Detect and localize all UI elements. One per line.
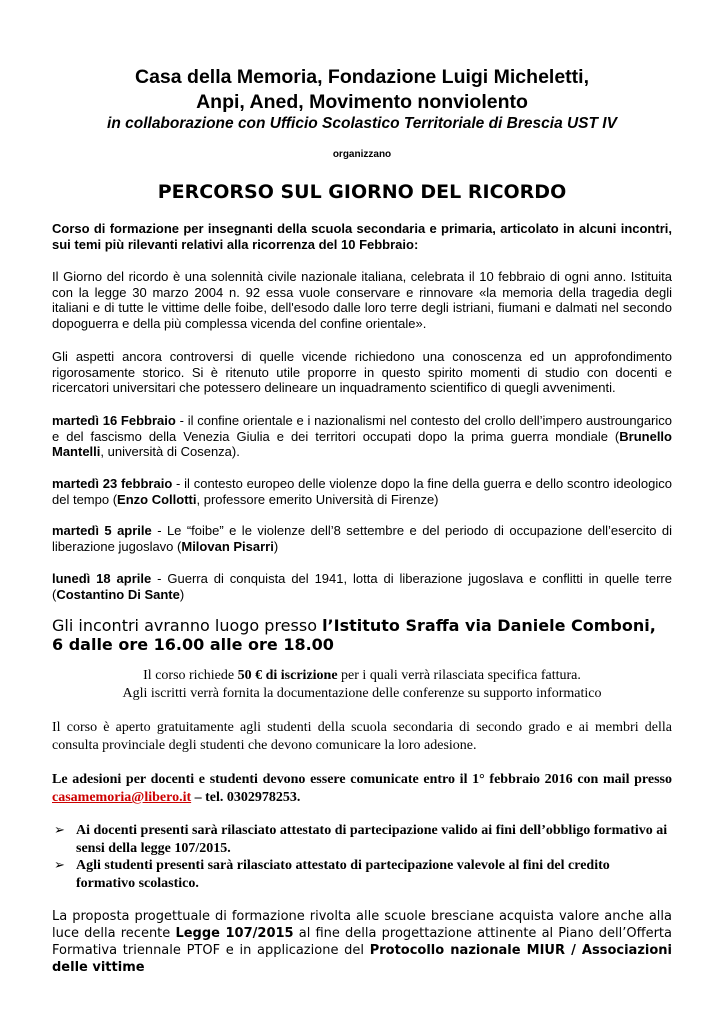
event-date: martedì 23 febbraio	[52, 476, 173, 491]
bottom-law: Legge 107/2015	[175, 926, 294, 941]
email-link[interactable]: casamemoria@libero.it	[52, 790, 192, 805]
bottom-paragraph	[52, 908, 672, 976]
bullet-item	[54, 822, 672, 858]
fee-line	[0, 667, 724, 685]
paragraph-aspetti: Gli aspetti ancora controversi di quelle vicende richiedono una conoscenza ed un approfondimento rigorosamente storico. Si è ritenuto utile proporre in questo spirito momenti di studio con docenti e ricercatori universitari che potessero delineare un inquadramento scientifico di quegli avvenimenti.	[52, 349, 672, 396]
bottom-a: La proposta progettuale di formazione rivolta alle scuole bresciane acquista valore anche alla luce della recente	[52, 909, 672, 941]
event-after: , professore emerito Università di Firenze)	[196, 491, 439, 507]
deadline-text	[52, 771, 672, 807]
event-speaker: Enzo Collotti	[117, 491, 197, 507]
fee-pre: Il corso richiede	[143, 668, 238, 683]
event-item	[52, 523, 672, 554]
event-speaker: Costantino Di Sante	[56, 586, 180, 602]
bottom-protocol: Protocollo nazionale MIUR / Associazioni delle vittime	[52, 943, 672, 975]
intro-text: Corso di formazione per insegnanti della scuola secondaria e primaria, articolato in alcuni incontri, sui temi più rilevanti relativi alla ricorrenza del 10 Febbraio:	[52, 221, 672, 252]
venue-place: l’Istituto Sraffa via Daniele Comboni, 6 dalle ore 16.00 alle ore 18.00	[52, 616, 656, 654]
event-date: martedì 5 aprile	[52, 523, 152, 538]
bullet-text: Ai docenti presenti sarà rilasciato attestato di partecipazione valido ai fini dell’obbligo formativo ai sensi della legge 107/2015.	[76, 823, 668, 856]
paragraph-giorno-ricordo: Il Giorno del ricordo è una solennità civile nazionale italiana, celebrata il 10 febbraio di ogni anno. Istituita con la legge 30 marzo 2004 n. 92 essa vuole conservare e rinnovare «la memoria della tragedia degli italiani e di tutte le vittime delle foibe, dell'esodo dalle loro terre degli istriani, fiumani e dalmati nel secondo dopoguerra e della più complessa vicenda del confine orientale».	[52, 269, 672, 331]
fee-amount: 50 € di iscrizione	[237, 668, 338, 683]
bottom-c: al fine della progettazione attinente al Piano dell’Offerta Formativa triennale PTOF e in applicazione del	[52, 926, 672, 958]
event-text: - Le “foibe” e le violenze dell’8 settembre e del periodo di occupazione dell’esercito di liberazione jugoslavo (	[52, 523, 672, 554]
bullet-item	[54, 857, 672, 893]
event-after: , università di Cosenza).	[100, 444, 240, 460]
event-item	[52, 571, 672, 602]
event-item	[52, 476, 672, 507]
venue-text	[52, 616, 672, 654]
event-after: )	[179, 586, 185, 602]
bullet-text: Agli studenti presenti sarà rilasciato attestato di partecipazione valevole al fini del credito formativo scolastico.	[76, 858, 610, 891]
event-speaker: Brunello Mantelli	[52, 428, 672, 460]
event-date: lunedì 18 aprile	[52, 571, 152, 586]
page-title: PERCORSO SUL GIORNO DEL RICORDO	[157, 181, 567, 203]
deadline-pre: Le adesioni per docenti e studenti devono essere comunicate entro il 1° febbraio 2016 con mail presso	[52, 772, 672, 787]
event-text: - Guerra di conquista del 1941, lotta di liberazione jugoslava e conflitti in quelle terre (	[52, 571, 672, 602]
event-speaker: Milovan Pisarri	[181, 538, 274, 554]
free-access-text: Il corso è aperto gratuitamente agli studenti della scuola secondaria di secondo grado e ai membri della consulta provinciale degli studenti che devono comunicare la loro adesione.	[52, 720, 672, 753]
header-line-2: Anpi, Aned, Movimento nonviolento	[196, 91, 528, 113]
organizzano-label: organizzano	[332, 149, 392, 160]
venue-prefix: Gli incontri avranno luogo presso	[52, 616, 323, 635]
arrow-bullet-icon: ➢	[54, 823, 65, 838]
fee-line-2: Agli iscritti verrà fornita la documentazione delle conferenze su supporto informatico	[122, 686, 602, 701]
event-date: martedì 16 Febbraio	[52, 413, 176, 428]
deadline-post: – tel. 0302978253.	[191, 790, 301, 805]
header-line-1: Casa della Memoria, Fondazione Luigi Micheletti,	[135, 66, 589, 88]
fee-post: per i quali verrà rilasciata specifica fattura.	[337, 668, 581, 683]
event-after: )	[273, 538, 279, 554]
arrow-bullet-icon: ➢	[54, 858, 65, 873]
header-line-3: in collaborazione con Ufficio Scolastico Territoriale di Brescia UST IV	[107, 115, 617, 132]
event-item	[52, 413, 672, 460]
event-text: - il confine orientale e i nazionalismi nel contesto del crollo dell’impero austroungarico e del fascismo della Venezia Giulia e dei territori occupati dopo la prima guerra mondiale (	[52, 413, 672, 444]
event-text: - il contesto europeo delle violenze dopo la fine della guerra e dello scontro ideologico del tempo (	[52, 476, 672, 507]
